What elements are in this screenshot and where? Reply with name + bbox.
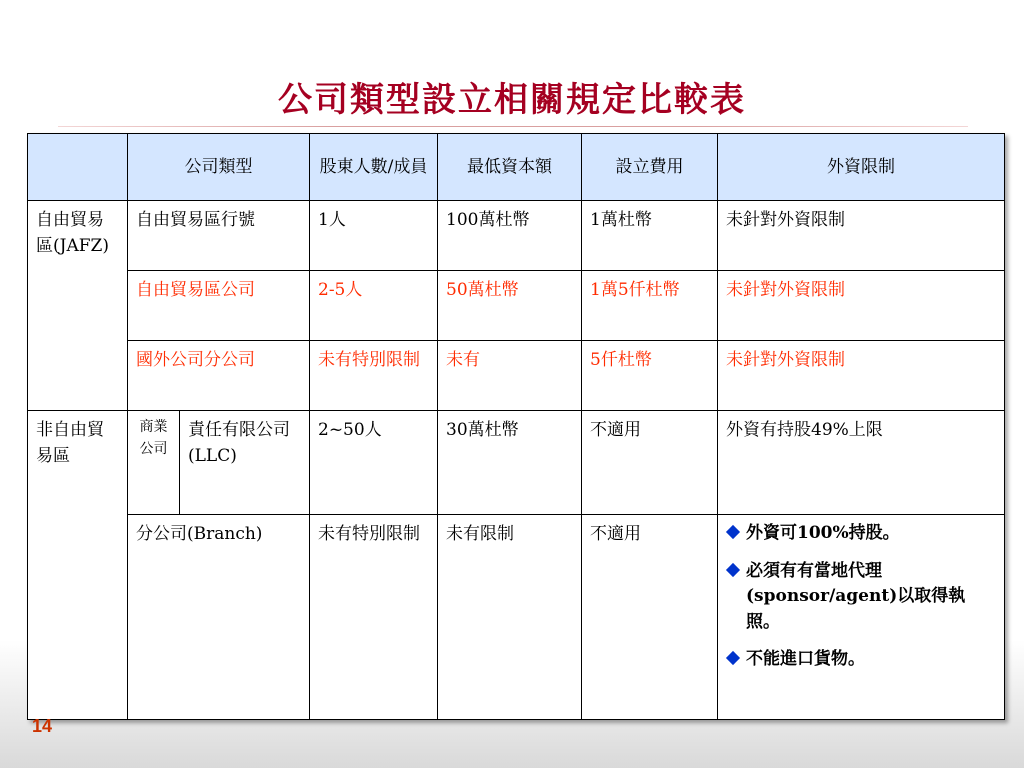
page-number: 14 [32, 716, 53, 736]
group-non-jafz: 非自由貿易區 [28, 411, 128, 720]
group-jafz: 自由貿易區(JAFZ) [28, 201, 128, 411]
note-text: 必須有有當地代理(sponsor/agent)以取得執照。 [746, 560, 966, 632]
cell-members: 2-5人 [310, 271, 438, 341]
cell-fee: 1萬杜幣 [582, 201, 718, 271]
cell-capital: 30萬杜幣 [438, 411, 582, 515]
diamond-bullet-icon [726, 562, 740, 576]
header-setup-fee: 設立費用 [582, 134, 718, 201]
list-item [726, 647, 996, 673]
cell-foreign: 未針對外資限制 [718, 201, 1005, 271]
cell-type: 國外公司分公司 [128, 341, 310, 411]
cell-fee: 不適用 [582, 515, 718, 720]
header-foreign-limit: 外資限制 [718, 134, 1005, 201]
cell-members: 未有特別限制 [310, 341, 438, 411]
diamond-bullet-icon [726, 651, 740, 665]
header-blank [28, 134, 128, 201]
cell-capital: 100萬杜幣 [438, 201, 582, 271]
cell-subgroup: 商業公司 [128, 411, 180, 515]
cell-members: 2~50人 [310, 411, 438, 515]
header-min-capital: 最低資本額 [438, 134, 582, 201]
cell-type: 分公司(Branch) [128, 515, 310, 720]
cell-members: 1人 [310, 201, 438, 271]
cell-foreign: 未針對外資限制 [718, 271, 1005, 341]
cell-fee: 不適用 [582, 411, 718, 515]
list-item [726, 559, 996, 636]
note-text: 不能進口貨物。 [746, 649, 865, 669]
table-row [28, 271, 1005, 341]
table-row [28, 341, 1005, 411]
cell-foreign: 未針對外資限制 [718, 341, 1005, 411]
cell-capital: 50萬杜幣 [438, 271, 582, 341]
cell-type: 責任有限公司(LLC) [180, 411, 310, 515]
diamond-bullet-icon [726, 525, 740, 539]
title-divider [58, 126, 968, 127]
cell-capital: 未有 [438, 341, 582, 411]
header-members: 股東人數/成員 [310, 134, 438, 201]
cell-fee: 1萬5仟杜幣 [582, 271, 718, 341]
note-text: 外資可100%持股。 [746, 523, 900, 543]
cell-fee: 5仟杜幣 [582, 341, 718, 411]
comparison-table [27, 133, 1005, 720]
table-row [28, 201, 1005, 271]
header-company-type: 公司類型 [128, 134, 310, 201]
cell-capital: 未有限制 [438, 515, 582, 720]
table-row [28, 411, 1005, 515]
foreign-notes-list [726, 521, 996, 673]
cell-type: 自由貿易區行號 [128, 201, 310, 271]
cell-foreign-notes [718, 515, 1005, 720]
cell-foreign: 外資有持股49%上限 [718, 411, 1005, 515]
table-row [28, 515, 1005, 720]
page-title: 公司類型設立相關規定比較表 [278, 80, 746, 120]
cell-type: 自由貿易區公司 [128, 271, 310, 341]
cell-members: 未有特別限制 [310, 515, 438, 720]
list-item [726, 521, 996, 547]
table-header-row [28, 134, 1005, 201]
